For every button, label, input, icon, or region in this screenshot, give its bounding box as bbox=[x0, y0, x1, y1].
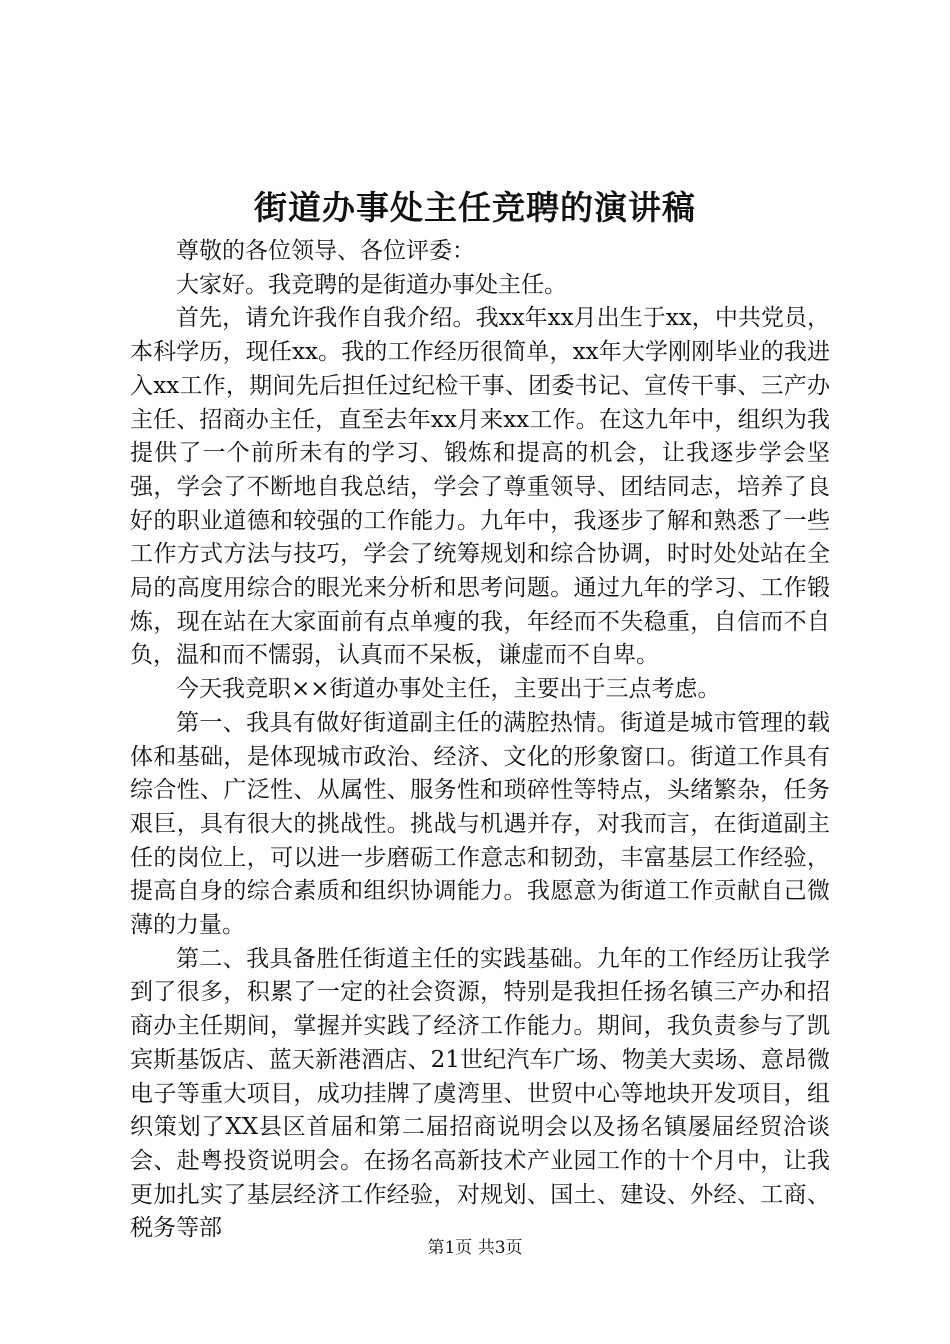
page-footer: 第1页 共3页 bbox=[427, 1238, 523, 1258]
self-introduction-paragraph: 首先，请允许我作自我介绍。我xx年xx月出生于xx，中共党员，本科学历，现任xx。我的工作经历很简单，xx年大学刚刚毕业的我进入xx工作，期间先后担任过纪检干事、团委书记、宣传干事、三产办主任、招商办主任，直至去年xx月来xx工作。在这九年中，组织为我提供了一个前所未有的学习、锻炼和提高的机会，让我逐步学会坚强，学会了不断地自我总结，学会了尊重领导、团结同志，培养了良好的职业道德和较强的工作能力。九年中，我逐步了解和熟悉了一些工作方式方法与技巧，学会了统筹规划和综合协调，时时处处站在全局的高度用综合的眼光来分析和思考问题。通过九年的学习、工作锻炼，现在站在大家面前有点单瘦的我，年经而不失稳重，自信而不自负，温和而不懦弱，认真而不呆板，谦虚而不自卑。 bbox=[130, 305, 830, 669]
reasons-intro-paragraph: 今天我竞职××街道办事处主任，主要出于三点考虑。 bbox=[176, 676, 721, 703]
second-reason-paragraph: 第二、我具备胜任街道主任的实践基础。九年的工作经历让我学到了很多，积累了一定的社会资源，特别是我担任扬名镇三产办和招商办主任期间，掌握并实践了经济工作能力。期间，我负责参与了凯宾斯基饭店、蓝天新港酒店、21世纪汽车广场、物美大卖场、意昂微电子等重大项目，成功挂牌了虞湾里、世贸中心等地块开发项目，组织策划了XX县区首届和第二届招商说明会以及扬名镇屡届经贸洽谈会、赴粤投资说明会。在扬名高新技术产业园工作的十个月中，让我更加扎实了基层经济工作经验，对规划、国土、建设、外经、工商、税务等部 bbox=[130, 945, 830, 1242]
document-title: 街道办事处主任竞聘的演讲稿 bbox=[254, 188, 696, 227]
document-body bbox=[130, 235, 830, 1246]
greeting-paragraph: 大家好。我竞聘的是街道办事处主任。 bbox=[176, 271, 567, 298]
salutation: 尊敬的各位领导、各位评委： bbox=[176, 238, 475, 264]
first-reason-paragraph: 第一、我具有做好街道副主任的满腔热情。街道是城市管理的载体和基础，是体现城市政治、经济、文化的形象窗口。街道工作具有综合性、广泛性、从属性、服务性和琐碎性等特点，头绪繁杂，任务艰巨，具有很大的挑战性。挑战与机遇并存，对我而言，在街道副主任的岗位上，可以进一步磨砺工作意志和韧劲，丰富基层工作经验，提高自身的综合素质和组织协调能力。我愿意为街道工作贡献自己微薄的力量。 bbox=[130, 709, 830, 939]
